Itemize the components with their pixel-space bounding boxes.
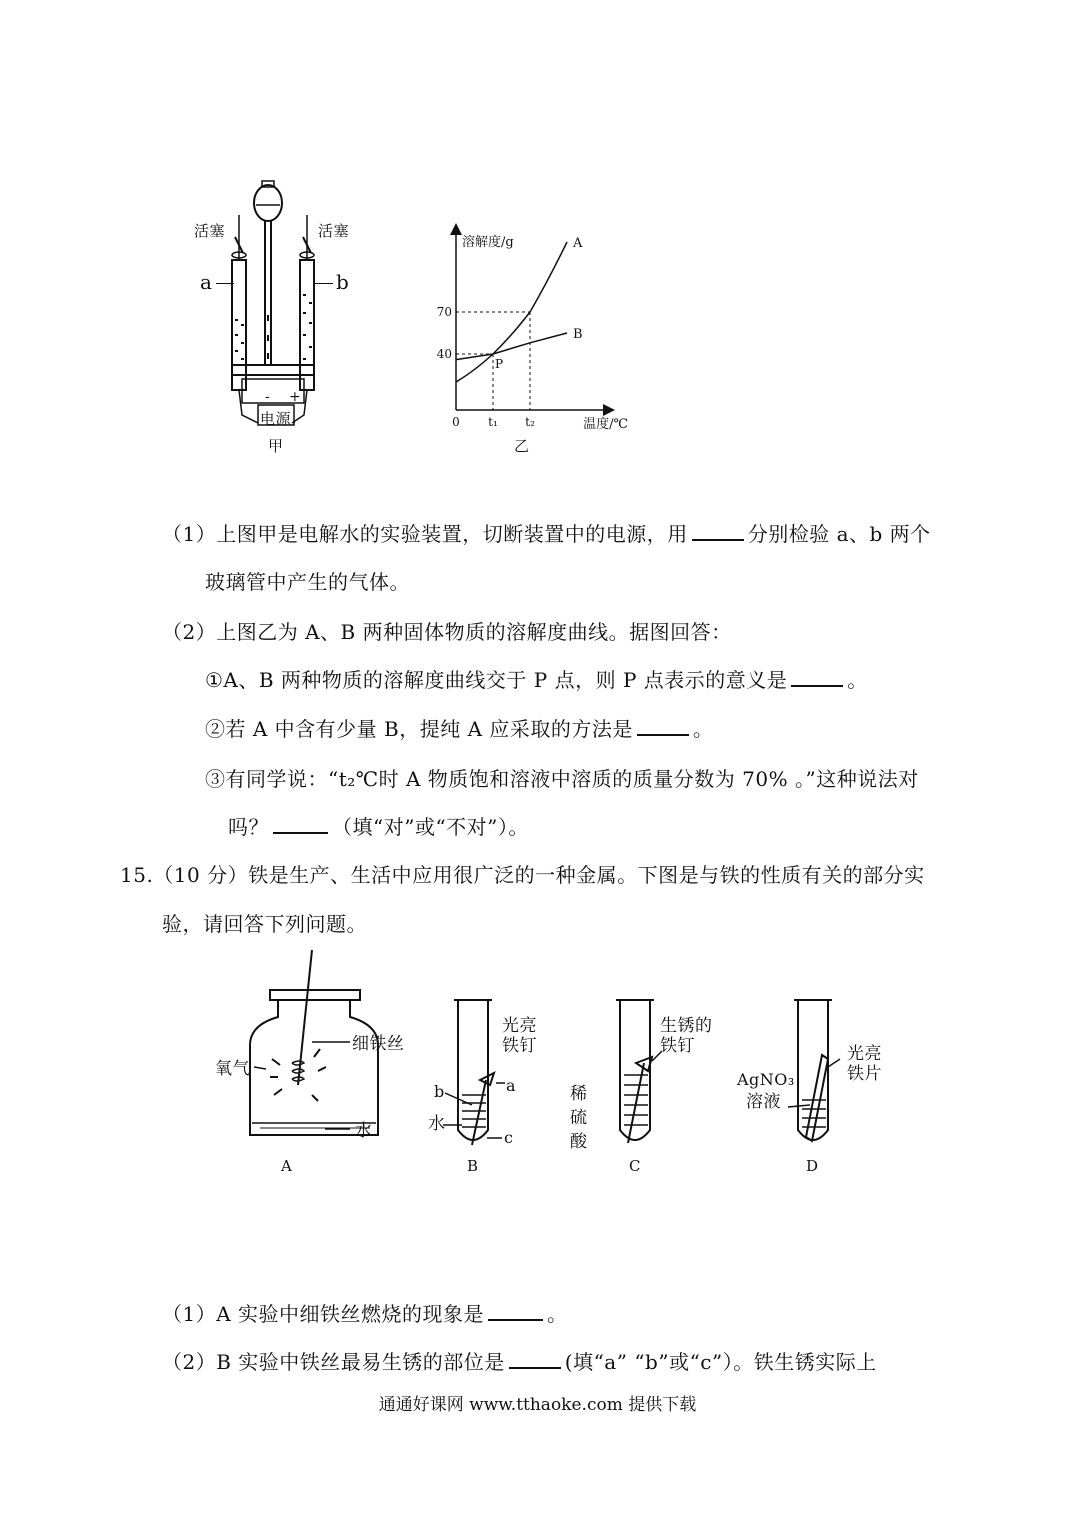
label-rusty-nail-1: 生锈的	[660, 1016, 713, 1036]
label-right-valve: 活塞	[318, 222, 350, 240]
label-bright-sheet-2: 铁片	[847, 1064, 882, 1084]
x-tick-label: t₂	[525, 415, 535, 429]
funnel-bulb	[254, 185, 282, 221]
label-bright-nail-1: 光亮	[502, 1016, 537, 1036]
q14-part1-line2: 玻璃管中产生的气体。	[205, 570, 410, 594]
page-footer: 通通好课网 www.tthaoke.com 提供下载	[378, 1395, 697, 1415]
caption-d: D	[806, 1157, 819, 1175]
label-acid-2: 硫	[570, 1108, 588, 1128]
y-axis-label: 溶解度/g	[462, 235, 514, 250]
plus-sign: +	[289, 389, 302, 405]
label-b-c: c	[504, 1128, 514, 1147]
experiment-b-tube	[454, 1000, 494, 1145]
label-b-pointer	[315, 283, 333, 284]
answer-blank	[488, 1301, 543, 1321]
tube-b	[300, 260, 314, 390]
point-p-label: P	[495, 357, 504, 371]
label-oxygen: 氧气	[215, 1059, 250, 1079]
label-water-b: 水	[428, 1114, 446, 1134]
caption-a: A	[281, 1157, 293, 1175]
q15-line1: 15.（10 分）铁是生产、生活中应用很广泛的一种金属。下图是与铁的性质有关的部分实	[120, 863, 925, 887]
q14-sub2: ②若 A 中含有少量 B，提纯 A 应采取的方法是 。	[205, 717, 714, 741]
series-B-label: B	[573, 327, 583, 342]
minus-sign: -	[265, 389, 271, 405]
series-B-curve	[456, 333, 567, 360]
experiment-c-tube	[616, 1000, 654, 1143]
q15-part1: （1）A 实验中细铁丝燃烧的现象是 。	[162, 1302, 568, 1326]
y-tick-label: 40	[436, 347, 452, 361]
power-label: 电源	[260, 410, 292, 428]
label-fine-iron-wire: 细铁丝	[352, 1034, 405, 1054]
q15-part2: （2）B 实验中铁丝最易生锈的部位是 (填“a” “b”或“c”）。铁生锈实际上	[162, 1350, 877, 1374]
q14-sub3-line1: ③有同学说：“t₂℃时 A 物质饱和溶液中溶质的质量分数为 70% 。”这种说法对	[205, 767, 919, 791]
label-left-valve: 活塞	[194, 222, 226, 240]
y-tick-label: 70	[436, 305, 452, 319]
label-water-a: 水	[355, 1121, 373, 1141]
label-rusty-nail-2: 铁钉	[660, 1036, 695, 1056]
answer-blank	[509, 1349, 561, 1369]
answer-blank	[273, 814, 328, 834]
q14-part2: （2）上图乙为 A、B 两种固体物质的溶解度曲线。据图回答：	[162, 620, 732, 644]
label-acid-1: 稀	[570, 1084, 588, 1104]
solubility-chart	[430, 220, 630, 430]
label-acid-3: 酸	[570, 1132, 588, 1152]
label-solution: 溶液	[746, 1092, 781, 1112]
q15-line2: 验，请回答下列问题。	[162, 912, 367, 936]
label-b-a: a	[506, 1076, 517, 1095]
q14-part1-line1: （1）上图甲是电解水的实验装置，切断装置中的电源，用 分别检验 a、b 两个	[162, 522, 931, 546]
label-a-pointer	[216, 283, 234, 284]
x-tick-label: 0	[452, 415, 460, 429]
x-tick-label: t₁	[488, 415, 498, 429]
label-bright-nail-2: 铁钉	[502, 1036, 537, 1056]
iron-experiments-figure	[200, 945, 920, 1175]
label-agno3: AgNO₃	[737, 1070, 795, 1089]
answer-blank	[637, 716, 689, 736]
x-axis-label: 温度/℃	[583, 417, 628, 430]
answer-blank	[692, 521, 744, 541]
caption-jia: 甲	[268, 437, 284, 455]
answer-blank	[791, 667, 843, 687]
caption-c: C	[629, 1157, 641, 1175]
q14-sub3-line2: 吗？ （填“对”或“不对”）。	[228, 815, 529, 839]
label-b: b	[336, 270, 350, 294]
label-b-b: b	[434, 1082, 445, 1101]
experiment-d-tube	[794, 1000, 832, 1141]
caption-yi: 乙	[514, 437, 530, 455]
q14-sub1: ①A、B 两种物质的溶解度曲线交于 P 点，则 P 点表示的意义是 。	[205, 668, 868, 692]
label-bright-sheet-1: 光亮	[847, 1044, 882, 1064]
caption-b: B	[467, 1157, 479, 1175]
label-a: a	[200, 270, 213, 294]
series-A-label: A	[573, 236, 583, 251]
